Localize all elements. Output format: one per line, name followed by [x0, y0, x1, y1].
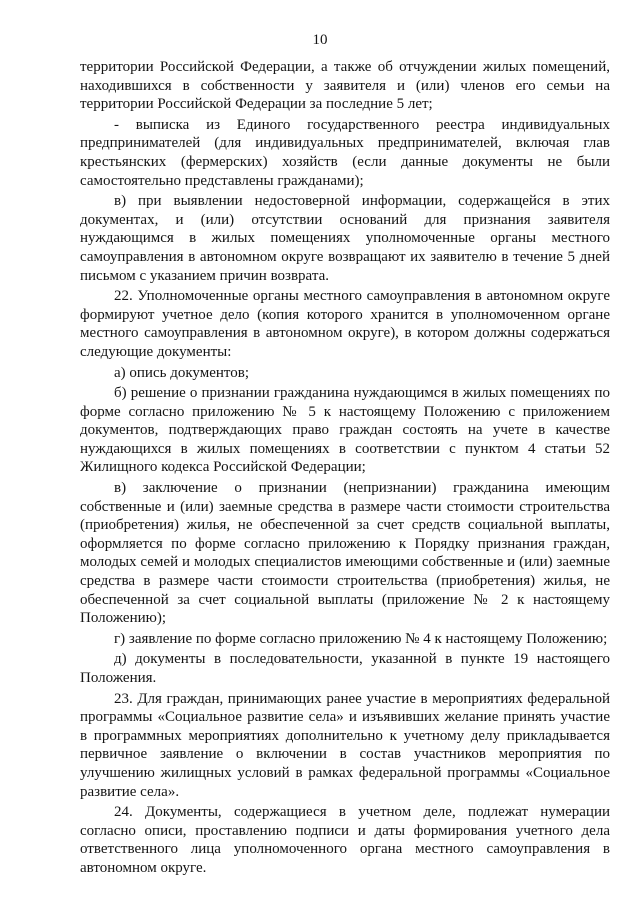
page-number: 10 — [312, 32, 328, 48]
paragraph-22: 22. Уполномоченные органы местного самоуправления в автономном округе формируют учетное дело (копия которого хранится в уполномоченном органе местного самоуправления в автономном округе), в котором должны содержаться следующие документы: — [80, 288, 610, 360]
paragraph-egrip-extract: - выписка из Единого государственного реестра индивидуальных предпринимателей (для индивидуальных предпринимателей, включая глав крестьянских (фермерских) хозяйств (если данные документы не были самостоятельно представлены гражданами); — [80, 116, 610, 189]
paragraph-23: 23. Для граждан, принимающих ранее участие в мероприятиях федеральной программы «Социальное развитие села» и изъявивших желание принять участие в программных мероприятиях дополнительно к учетному делу прикладывается первичное заявление о включении в состав участников мероприятия по улучшению жилищных условий в рамках федеральной программы «Социальное развитие села». — [80, 690, 610, 800]
paragraph-24: 24. Документы, содержащиеся в учетном деле, подлежат нумерации согласно описи, проставлению подписи и даты формирования учетного дела ответственного лица уполномоченного органа местного самоуправления в автономном округе. — [80, 804, 610, 876]
paragraph-22-g: г) заявление по форме согласно приложению № 4 к настоящему Положению; — [114, 630, 608, 647]
paragraph-22-v: в) заключение о признании (непризнании) гражданина имеющим собственные и (или) заемные средства в размере части стоимости строительства (приобретения) жилья, не обеспеченной за счет средств социальной выплаты, оформляется по форме согласно приложению к Порядку признания граждан, молодых семей и молодых специалистов имеющими собственные и (или) заемные средства в размере части стоимости строительства (приобретения) жилья, не обеспеченной за счет социальной выплаты (приложение № 2 к настоящему Положению); — [80, 480, 610, 627]
paragraph-item-v-return: в) при выявлении недостоверной информации, содержащейся в этих документах, и (или) отсутствии оснований для признания заявителя нуждающимся в жилых помещениях уполномоченные органы местного самоуправления в автономном округе возвращают их заявителю в течение 5 дней письмом с указанием причин возврата. — [80, 193, 610, 284]
paragraph-continuation: территории Российской Федерации, а также об отчуждении жилых помещений, находившихся в собственности у заявителя и (или) членов его семьи на территории Российской Федерации за последние 5 лет; — [80, 59, 610, 113]
paragraph-22-a: а) опись документов; — [114, 364, 249, 381]
document-body — [80, 58, 610, 880]
paragraph-22-d: д) документы в последовательности, указанной в пункте 19 настоящего Положения. — [80, 651, 610, 686]
paragraph-22-b: б) решение о признании гражданина нуждающимся в жилых помещениях по форме согласно приложению № 5 к настоящему Положению с приложением документов, подтверждающих право граждан состоять на учете в качестве нуждающихся в жилых помещениях в соответствии с пунктом 4 статьи 52 Жилищного кодекса Российской Федерации; — [80, 385, 610, 476]
